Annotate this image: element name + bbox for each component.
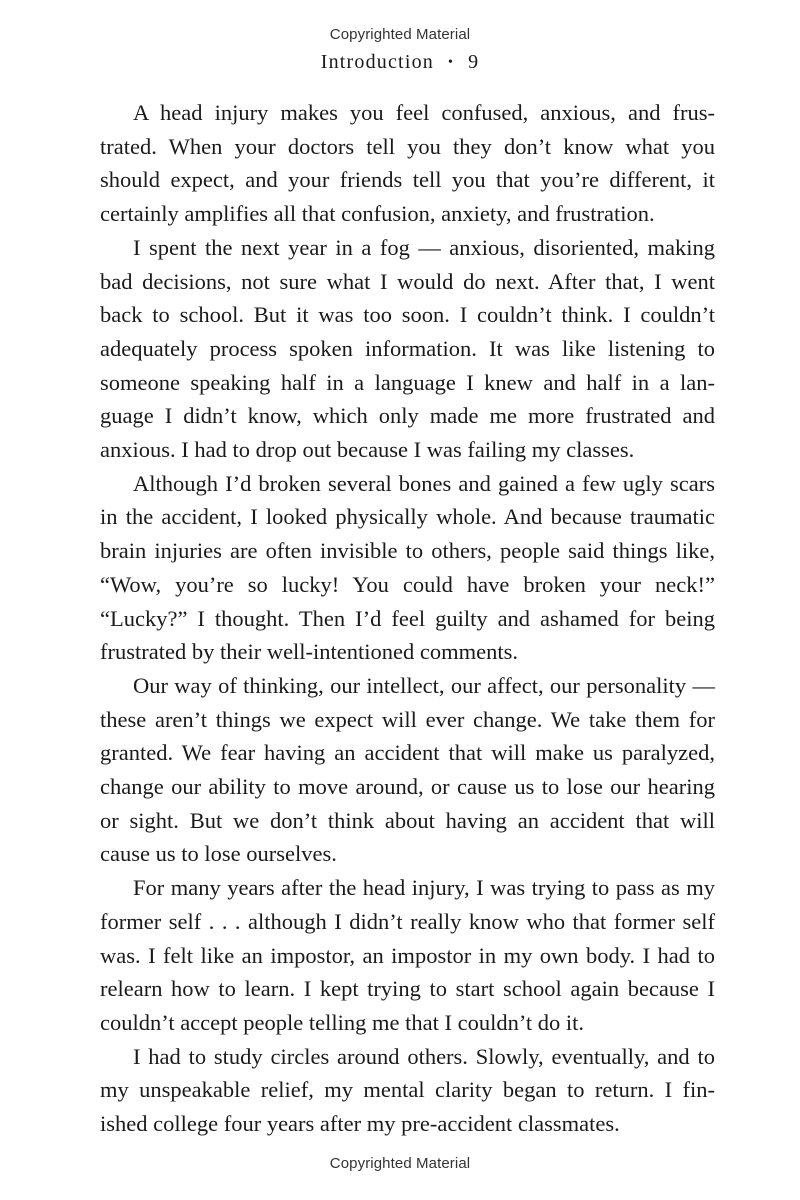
paragraph: [100, 231, 715, 467]
paragraph: [100, 871, 715, 1040]
text-line: “Wow, you’re so lucky! You could have broken your neck!”: [100, 571, 715, 597]
text-line: frustrated by their well-intentioned comments.: [100, 639, 519, 665]
text-line: cause us to lose ourselves.: [100, 841, 337, 867]
text-line: couldn’t accept people telling me that I couldn’t do it.: [100, 1009, 585, 1035]
paragraph: [100, 96, 715, 231]
text-line: someone speaking half in a language I knew and half in a lan-: [100, 369, 715, 395]
text-line: relearn how to learn. I kept trying to start school again because I: [100, 976, 715, 1002]
copyright-watermark-bottom: Copyrighted Material: [329, 1155, 471, 1172]
paragraph: [100, 1040, 715, 1141]
text-line: Although I’d broken several bones and gained a few ugly scars: [133, 470, 715, 496]
text-line: or sight. But we don’t think about having an accident that will: [100, 807, 715, 833]
text-line: trated. When your doctors tell you they don’t know what you: [100, 133, 715, 159]
text-line: was. I felt like an impostor, an impostor in my own body. I had to: [100, 942, 715, 968]
page-number: 9: [468, 51, 480, 73]
copyright-watermark-top: Copyrighted Material: [329, 26, 471, 43]
text-line: “Lucky?” I thought. Then I’d feel guilty and ashamed for being: [100, 605, 715, 631]
text-line: certainly amplifies all that confusion, anxiety, and frustration.: [100, 201, 655, 227]
body-text: [100, 96, 715, 1141]
text-line: should expect, and your friends tell you that you’re different, it: [100, 167, 715, 193]
section-title: Introduction: [320, 51, 434, 73]
text-line: ished college four years after my pre-accident classmates.: [100, 1111, 620, 1137]
text-line: adequately process spoken information. It was like listening to: [100, 335, 715, 361]
text-line: these aren’t things we expect will ever change. We take them for: [100, 706, 715, 732]
text-line: granted. We fear having an accident that will make us paralyzed,: [100, 740, 715, 766]
text-line: change our ability to move around, or cause us to lose our hearing: [100, 774, 715, 800]
text-line: Our way of thinking, our intellect, our affect, our personality —: [133, 672, 715, 698]
text-line: in the accident, I looked physically whole. And because traumatic: [100, 504, 715, 530]
paragraph: [100, 669, 715, 871]
text-line: guage I didn’t know, which only made me more frustrated and: [100, 403, 715, 429]
text-line: For many years after the head injury, I was trying to pass as my: [133, 875, 715, 901]
running-head: [0, 51, 800, 74]
paragraph: [100, 467, 715, 669]
text-line: my unspeakable relief, my mental clarity began to return. I fin-: [100, 1077, 715, 1103]
text-line: bad decisions, not sure what I would do next. After that, I went: [100, 268, 715, 294]
text-line: anxious. I had to drop out because I was failing my classes.: [100, 437, 635, 463]
header-separator: •: [447, 55, 455, 70]
text-line: back to school. But it was too soon. I couldn’t think. I couldn’t: [100, 302, 715, 328]
text-line: I had to study circles around others. Slowly, eventually, and to: [133, 1043, 715, 1069]
text-line: brain injuries are often invisible to others, people said things like,: [100, 538, 715, 564]
text-line: former self . . . although I didn’t really know who that former self: [100, 908, 715, 934]
text-line: A head injury makes you feel confused, anxious, and frus-: [133, 100, 715, 125]
text-line: I spent the next year in a fog — anxious, disoriented, making: [133, 234, 715, 260]
